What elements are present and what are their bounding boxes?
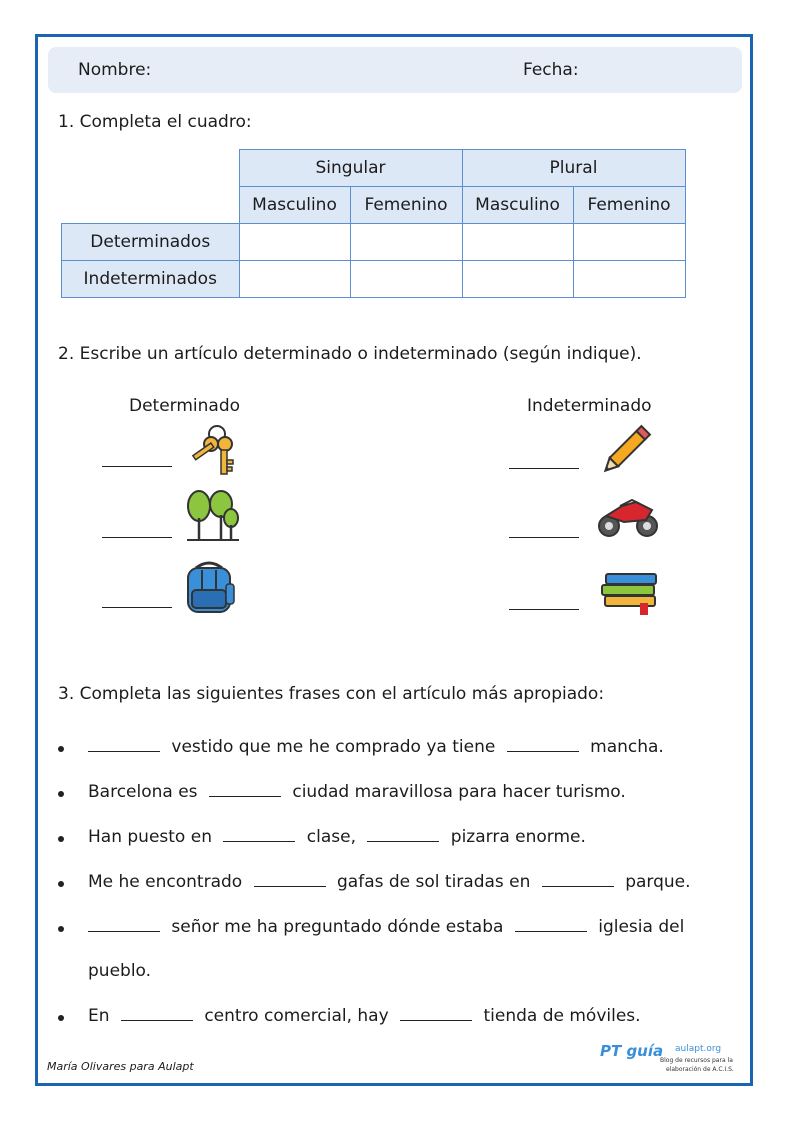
author-credit: María Olivares para Aulapt <box>47 1060 194 1073</box>
sentence: En centro comercial, hay tienda de móviles. <box>88 1006 641 1026</box>
answer-blank[interactable] <box>542 872 614 887</box>
section-1-title: 1. Completa el cuadro: <box>58 112 252 132</box>
header-plural: Plural <box>462 150 685 187</box>
right-heading: Indeterminado <box>527 396 652 416</box>
answer-blank[interactable] <box>509 537 579 538</box>
bullet <box>58 926 64 932</box>
answer-cell[interactable] <box>573 224 685 261</box>
sentence: Me he encontrado gafas de sol tiradas en parque. <box>88 872 691 892</box>
logo-site: aulapt.org <box>675 1044 722 1054</box>
answer-blank[interactable] <box>509 468 579 469</box>
motorbike-icon <box>596 492 660 540</box>
subheader: Masculino <box>462 187 573 224</box>
section-3-title: 3. Completa las siguientes frases con el artículo más apropiado: <box>58 684 605 704</box>
answer-blank[interactable] <box>509 609 579 610</box>
logo-tagline-2: elaboración de A.C.I.S. <box>666 1066 734 1073</box>
section-2-title: 2. Escribe un artículo determinado o indeterminado (según indique). <box>58 344 642 364</box>
answer-blank[interactable] <box>209 782 281 797</box>
answer-blank[interactable] <box>223 827 295 842</box>
keys-icon <box>183 420 243 480</box>
article-table <box>61 149 686 298</box>
header-singular: Singular <box>239 150 462 187</box>
bullet <box>58 746 64 752</box>
pencil-icon <box>600 422 656 474</box>
sentence: Barcelona es ciudad maravillosa para hacer turismo. <box>88 782 626 802</box>
sentence: vestido que me he comprado ya tiene mancha. <box>88 737 664 757</box>
answer-cell[interactable] <box>350 224 462 261</box>
backpack-icon <box>182 560 236 616</box>
sentence-continuation: pueblo. <box>88 961 152 981</box>
books-icon <box>600 570 660 616</box>
answer-blank[interactable] <box>121 1006 193 1021</box>
answer-cell[interactable] <box>462 261 573 298</box>
bullet <box>58 881 64 887</box>
header-bar <box>48 47 742 93</box>
bullet <box>58 791 64 797</box>
answer-blank[interactable] <box>102 466 172 467</box>
name-label: Nombre: <box>78 60 152 80</box>
answer-cell[interactable] <box>239 261 350 298</box>
answer-blank[interactable] <box>88 917 160 932</box>
logo-tagline-1: Blog de recursos para la <box>660 1057 733 1064</box>
answer-blank[interactable] <box>88 737 160 752</box>
answer-cell[interactable] <box>573 261 685 298</box>
answer-blank[interactable] <box>507 737 579 752</box>
subheader: Masculino <box>239 187 350 224</box>
answer-blank[interactable] <box>515 917 587 932</box>
left-heading: Determinado <box>129 396 241 416</box>
trees-icon <box>183 488 241 544</box>
answer-blank[interactable] <box>102 537 172 538</box>
answer-blank[interactable] <box>102 607 172 608</box>
answer-cell[interactable] <box>239 224 350 261</box>
sentence: Han puesto en clase, pizarra enorme. <box>88 827 586 847</box>
answer-cell[interactable] <box>350 261 462 298</box>
answer-blank[interactable] <box>400 1006 472 1021</box>
answer-blank[interactable] <box>367 827 439 842</box>
subheader: Femenino <box>573 187 685 224</box>
date-label: Fecha: <box>523 60 579 80</box>
sentence: señor me ha preguntado dónde estaba iglesia del <box>88 917 684 937</box>
answer-cell[interactable] <box>462 224 573 261</box>
bullet <box>58 836 64 842</box>
logo-text: PT guía <box>600 1042 664 1060</box>
row-label: Indeterminados <box>62 261 240 298</box>
answer-blank[interactable] <box>254 872 326 887</box>
row-label: Determinados <box>62 224 240 261</box>
bullet <box>58 1015 64 1021</box>
subheader: Femenino <box>350 187 462 224</box>
